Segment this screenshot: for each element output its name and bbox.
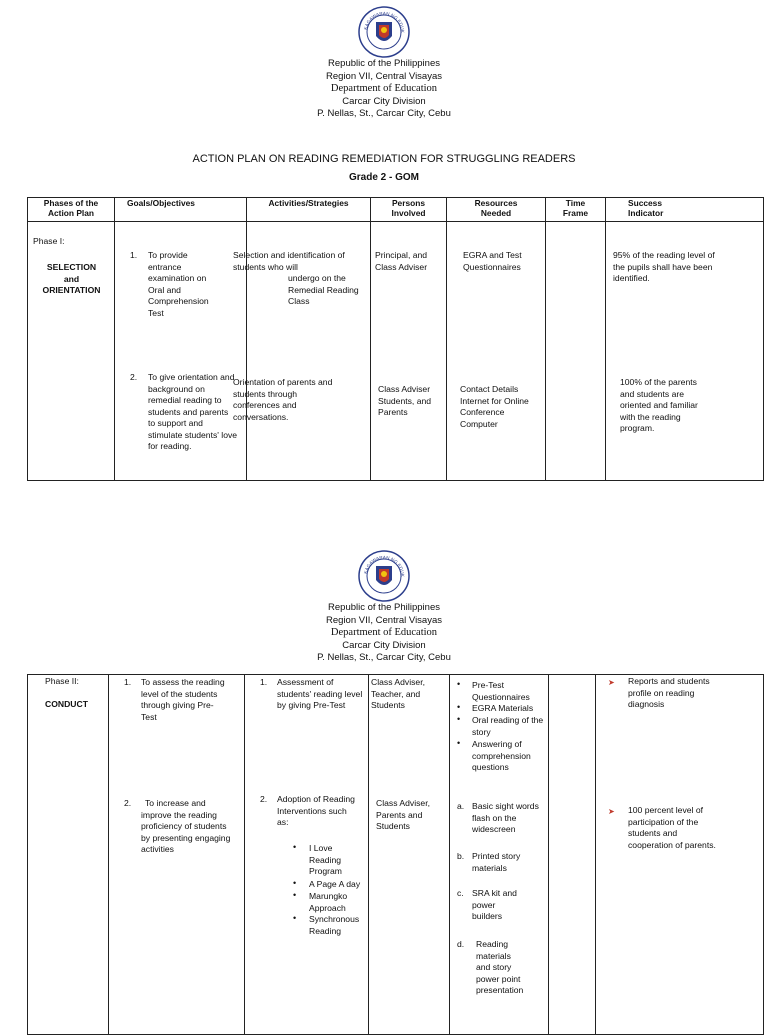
resources-2: Contact Details Internet for Online Conference Computer: [460, 384, 529, 429]
activity-1: Selection and identification of students who will undergo on the Remedial Reading Class: [233, 250, 359, 306]
letterhead-line: Department of Education: [330, 627, 438, 638]
bullet-icon: •: [293, 842, 297, 852]
list-item: Basic sight words flash on the widescreen: [472, 801, 539, 834]
phase-cell: [28, 675, 109, 1035]
deped-seal-icon: [358, 550, 410, 602]
goal-1: To assess the reading level of the students through giving Pre- Test: [141, 677, 225, 722]
list-item: Printed story materials: [472, 851, 521, 873]
success-indicator-cell: [606, 222, 764, 481]
list-item: Pre-Test Questionnaires: [472, 680, 530, 702]
time-frame-cell: [546, 222, 606, 481]
letterhead-line: Carcar City Division: [342, 639, 426, 651]
persons-2: Class Adviser, Parents and Students: [376, 798, 430, 831]
document-subtitle: Grade 2 - GOM: [348, 172, 419, 183]
list-item: Answering of comprehension questions: [472, 739, 531, 772]
header-persons: Persons Involved: [371, 198, 447, 222]
phase-cell: [28, 222, 115, 481]
header-phases: Phases of the Action Plan: [28, 198, 115, 222]
document-title: ACTION PLAN ON READING REMEDIATION FOR STRUGGLING READERS: [192, 153, 576, 165]
indicator-2: 100% of the parents and students are oriented and familiar with the reading program.: [620, 377, 698, 433]
arrow-bullet-icon: ➤: [608, 678, 615, 687]
persons-cell: [371, 222, 447, 481]
activity-1: Assessment of students' reading level by giving Pre-Test: [277, 677, 363, 710]
persons-1: Principal, and Class Adviser: [375, 250, 428, 272]
list-item: Reading materials and story power point presentation: [476, 939, 524, 995]
letterhead: [0, 602, 768, 665]
letterhead-line: Carcar City Division: [342, 95, 426, 107]
list-item: EGRA Materials: [472, 703, 534, 713]
letterhead-line: Region VII, Central Visayas: [326, 70, 442, 82]
goal-2: To increase and improve the reading proficiency of students by presenting engaging activities: [141, 798, 231, 854]
phase-label: Phase II:: [45, 676, 79, 686]
resources-cell: • Pre-Test Questionnaires • EGRA Materials • Oral reading of the story • Answering of comprehension questions a. Basic sight words flash on the widescreen b. Printed story materials c. SRA kit and power builders d. Reading materials and story power point presentation: [450, 675, 549, 1035]
bullet-icon: •: [293, 913, 297, 923]
letterhead-line: P. Nellas, St., Carcar City, Cebu: [317, 108, 451, 119]
action-plan-table-phase-2: [27, 674, 764, 1035]
phase-name: CONDUCT: [45, 699, 88, 709]
table-header-row: [28, 198, 764, 222]
goal-1: To provide entrance examination on Oral and Comprehension Test: [148, 250, 209, 318]
bullet-icon: •: [293, 878, 297, 888]
bullet-icon: •: [457, 702, 461, 712]
list-item: Marungko Approach: [309, 891, 348, 913]
goals-cell: 1. To provide entrance examination on Oral and Comprehension Test 2. To give orientation and background on remedial reading to students and parents to support and stimulate students' love for reading.: [115, 222, 247, 481]
activities-cell: [233, 222, 371, 481]
phase-name: SELECTION and ORIENTATION: [42, 262, 101, 295]
persons-2: Class Adviser Students, and Parents: [378, 384, 432, 417]
goal-2: To give orientation and background on remedial reading to students and parents to support and stimulate students' love for reading.: [148, 372, 238, 451]
seal-text: KAGAWARAN NG EDUK: [363, 554, 406, 578]
arrow-bullet-icon: ➤: [608, 807, 615, 816]
time-frame-cell: [549, 675, 596, 1035]
header-activities: Activities/Strategies: [247, 198, 371, 222]
activity-2: Adoption of Reading Interventions such as:: [277, 794, 355, 827]
list-item: A Page A day: [309, 879, 361, 889]
bullet-icon: •: [457, 679, 461, 689]
bullet-icon: •: [457, 714, 461, 724]
list-item: Synchronous Reading: [309, 914, 360, 936]
letterhead-line: Republic of the Philippines: [328, 602, 440, 613]
header-time-frame: Time Frame: [546, 198, 606, 222]
list-item: Oral reading of the story: [472, 715, 544, 737]
list-item: SRA kit and power builders: [472, 888, 517, 921]
letterhead-line: Department of Education: [330, 83, 438, 94]
table-row: [28, 675, 764, 1035]
resources-1: EGRA and Test Questionnaires: [463, 250, 522, 272]
bullet-icon: •: [457, 738, 461, 748]
letterhead-line: Region VII, Central Visayas: [326, 614, 442, 626]
activity-2: Orientation of parents and students through conferences and conversations.: [233, 377, 333, 422]
phase-label: Phase I:: [33, 236, 65, 246]
persons-cell: [369, 675, 450, 1035]
header-success-indicator: Success Indicator: [606, 198, 764, 222]
activities-cell: 1. Assessment of students' reading level by giving Pre-Test 2. Adoption of Reading Interventions such as: • I Love Reading Program • A Page A day • Marungko Approach • Synchronous Reading: [245, 675, 369, 1035]
bullet-icon: •: [293, 890, 297, 900]
table-row: [28, 222, 764, 481]
indicator-1: Reports and students profile on reading diagnosis: [628, 676, 710, 709]
resources-cell: [447, 222, 546, 481]
success-indicator-cell: [596, 675, 764, 1035]
header-resources: Resources Needed: [447, 198, 546, 222]
letterhead-line: P. Nellas, St., Carcar City, Cebu: [317, 652, 451, 663]
header-goals: Goals/Objectives: [115, 198, 247, 222]
deped-seal-icon: [358, 6, 410, 58]
goals-cell: 1. To assess the reading level of the students through giving Pre- Test 2. To increase and improve the reading proficiency of students by presenting engaging activities: [109, 675, 245, 1035]
seal-text: KAGAWARAN NG EDUK: [363, 10, 406, 34]
action-plan-table-phase-1: [27, 197, 764, 481]
persons-1: Class Adviser, Teacher, and Students: [371, 677, 425, 710]
indicator-2: 100 percent level of participation of the students and cooperation of parents.: [628, 805, 716, 850]
letterhead-line: Republic of the Philippines: [328, 58, 440, 69]
indicator-1: 95% of the reading level of the pupils shall have been identified.: [613, 250, 715, 283]
letterhead: [0, 58, 768, 121]
list-item: I Love Reading Program: [309, 843, 342, 876]
